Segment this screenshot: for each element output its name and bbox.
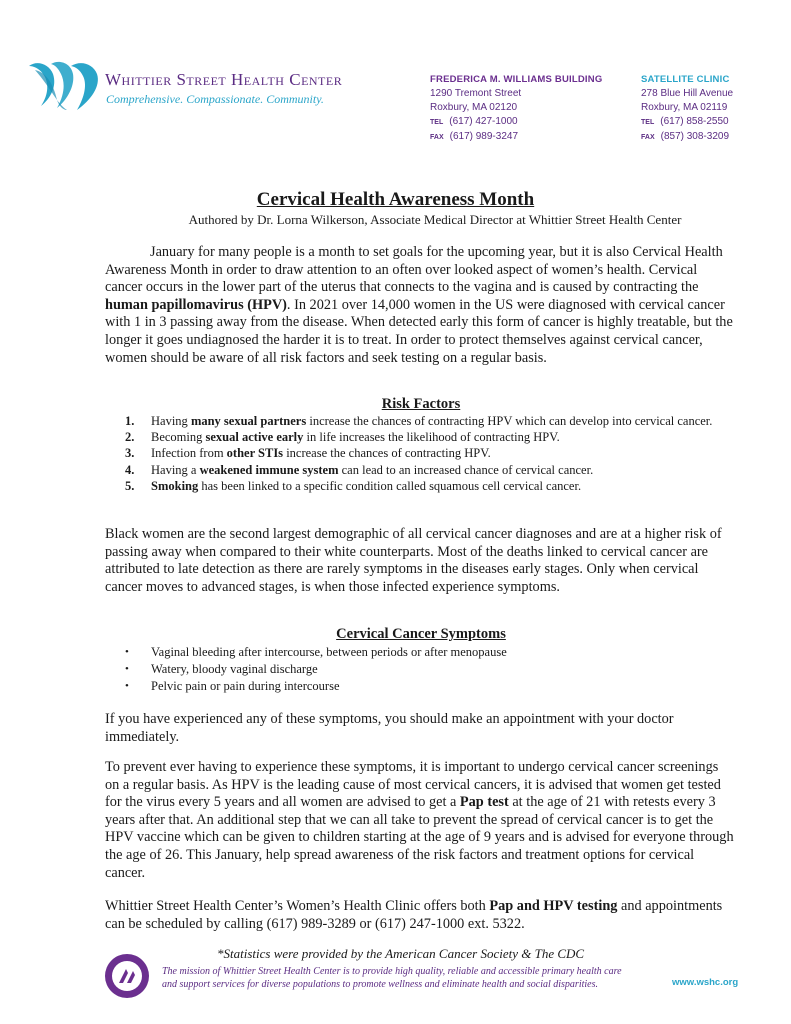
main-building-street: 1290 Tremont Street bbox=[430, 88, 522, 99]
bullet-icon: • bbox=[125, 663, 129, 675]
list-item: 5. Smoking has been linked to a specific condition called squamous cell cervical cancer. bbox=[125, 478, 582, 493]
symptoms-list bbox=[125, 644, 725, 695]
list-item: 2. Becoming sexual active early in life increases the likelihood of contracting HPV. bbox=[125, 430, 560, 445]
website-link[interactable]: www.wshc.org bbox=[672, 977, 739, 988]
risk-factors-list bbox=[125, 413, 725, 494]
demographics-paragraph: Black women are the second largest demographic of all cervical cancer diagnoses and are at a higher risk of passing away when compared to their white counterparts. Most of the deaths linked to cervical cancer are attributed to late detection as there are rarely symptoms in the diseases early stages. Only when cervical cancer moves to advanced stages, is when those infected experience symptoms. bbox=[105, 526, 722, 595]
list-item: 3. Infection from other STIs increase the chances of contracting HPV. bbox=[125, 446, 491, 461]
main-building-city: Roxbury, MA 02120 bbox=[430, 102, 518, 113]
prevention-paragraph: To prevent ever having to experience these symptoms, it is important to undergo cervical cancer screenings on a regular basis. As HPV is the leading cause of most cervical cancers, it is advised that women get tested for the virus every 5 years and all women are advised to get a Pap test at the age of 21 with retests every 3 years after that. An additional step that we can all take to prevent the spread of cervical cancer is to get the HPV vaccine which can be given to children starting at the age of 9 years and is advised for everyone through the age of 26. This January, help spread awareness of the risk factors and treatment options for cervical cancer. bbox=[105, 759, 734, 881]
article-title: Cervical Health Awareness Month bbox=[256, 189, 535, 210]
satellite-clinic-name: SATELLITE CLINIC bbox=[641, 74, 730, 85]
satellite-clinic-fax: FAX (857) 308-3209 bbox=[641, 131, 730, 142]
satellite-clinic-street: 278 Blue Hill Avenue bbox=[641, 88, 734, 99]
accreditation-seal-icon bbox=[104, 953, 150, 999]
list-item: 1. Having many sexual partners increase the chances of contracting HPV which can develop into cervical cancer. bbox=[125, 414, 713, 428]
list-item: • Vaginal bleeding after intercourse, between periods or after menopause bbox=[125, 645, 507, 659]
mission-statement: The mission of Whittier Street Health Center is to provide high quality, reliable and accessible primary health care and support services for diverse populations to promote wellness and eliminate health and social disparities. bbox=[162, 966, 622, 990]
main-building-fax: FAX (617) 989-3247 bbox=[430, 131, 519, 142]
main-building-name: FREDERICA M. WILLIAMS BUILDING bbox=[430, 74, 603, 85]
risk-factors-heading: Risk Factors bbox=[381, 396, 461, 412]
statistics-note: *Statistics were provided by the American Cancer Society & The CDC bbox=[217, 946, 585, 961]
bullet-icon: • bbox=[125, 646, 129, 658]
main-building-tel: TEL (617) 427-1000 bbox=[430, 116, 518, 127]
list-item: 4. Having a weakened immune system can lead to an increased chance of cervical cancer. bbox=[125, 462, 594, 477]
bullet-icon: • bbox=[125, 680, 129, 692]
symptoms-heading: Cervical Cancer Symptoms bbox=[336, 626, 506, 642]
appointment-paragraph: If you have experienced any of these symptoms, you should make an appointment with your doctor immediately. bbox=[105, 711, 674, 745]
article-byline: Authored by Dr. Lorna Wilkerson, Associate Medical Director at Whittier Street Health Center bbox=[188, 212, 682, 227]
satellite-clinic-address bbox=[641, 73, 733, 145]
intro-paragraph: January for many people is a month to set goals for the upcoming year, but it is also Cervical Health Awareness Month in order to draw attention to an often over looked aspect of women’s health. Cervical cancer occurs in the lower part of the uterus that connects to the vagina and is caused by contracting the human papillomavirus (HPV). In 2021 over 14,000 women in the US were diagnosed with cervical cancer with 1 in 3 passing away from the disease. When detected early this form of cancer is highly treatable, but the longer it goes undiagnosed the harder it is to treat. In order to protect themselves against cervical cancer, women should be aware of all risk factors and seek testing on a regular basis. bbox=[105, 244, 733, 366]
main-building-address bbox=[430, 73, 602, 145]
organization-tagline: Comprehensive. Compassionate. Community. bbox=[106, 92, 324, 106]
heart-logo-icon bbox=[27, 60, 101, 112]
satellite-clinic-tel: TEL (617) 858-2550 bbox=[641, 116, 729, 127]
clinic-paragraph: Whittier Street Health Center’s Women’s Health Clinic offers both Pap and HPV testing and appointments can be scheduled by calling (617) 989-3289 or (617) 247-1000 ext. 5322. bbox=[105, 898, 723, 932]
organization-name: Whittier Street Health Center bbox=[105, 70, 343, 89]
satellite-clinic-city: Roxbury, MA 02119 bbox=[641, 102, 728, 113]
list-item: • Watery, bloody vaginal discharge bbox=[125, 662, 318, 676]
list-item: • Pelvic pain or pain during intercourse bbox=[125, 679, 340, 693]
